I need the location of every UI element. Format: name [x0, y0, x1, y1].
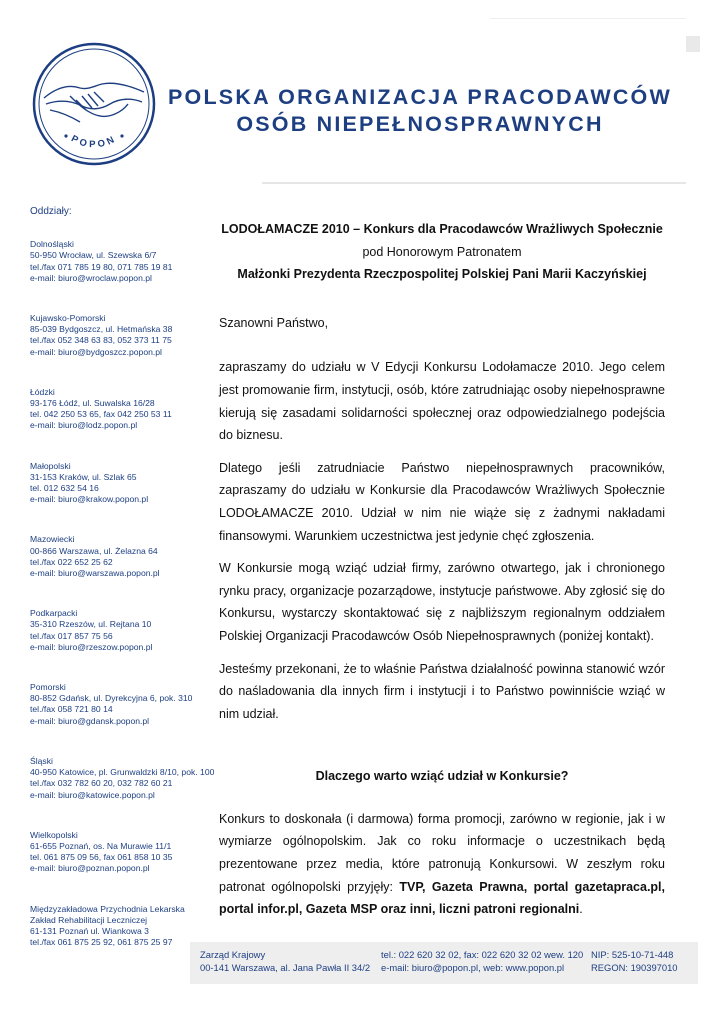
branch-email: e-mail: biuro@krakow.popon.pl	[30, 494, 149, 505]
paragraph-invitation: zapraszamy do udziału w V Edycji Konkursu Lodołamacze 2010. Jego celem jest promowanie firm, instytucji, osób, które zatrudniając osoby niepełnosprawne kierują się zasadami solidarności społecznej oraz odpowiedzialnego podejścia do biznesu.	[219, 360, 665, 443]
branch-pomorski	[30, 682, 210, 727]
branch-email: e-mail: biuro@poznan.popon.pl	[30, 863, 150, 874]
corner-tab	[686, 36, 700, 52]
section-heading-why: Dlaczego warto wziąć udział w Konkursie?	[315, 769, 569, 784]
paragraph-eligibility: W Konkursie mogą wziąć udział firmy, zarówno otwartego, jak i chronionego rynku pracy, organizacje pozarządowe, instytucje państwowe. Aby zgłosić się do Konkursu, wystarczy skontaktować się z najbliższym regionalnym oddziałem Polskiej Organizacji Pracodawców Osób Niepełnosprawnych (poniżej kontakt).	[219, 561, 665, 643]
branch-name: Dolnośląski	[30, 239, 74, 250]
branch-email: e-mail: biuro@wroclaw.popon.pl	[30, 272, 152, 283]
branch-address: 40-950 Katowice, pl. Grunwaldzki 8/10, pok. 100	[30, 767, 215, 778]
paragraph-promotion-text: Konkurs to doskonała (i darmowa) forma promocji, zarówno w regionie, jak i w wymiarze ogólnopolskim. Jak co roku informacje o uczestnikach będą prezentowane przez media, które patronują Konkursowi. W zeszłym roku patronat ogólnopolski przyjęły:	[219, 811, 665, 894]
organization-title-line2: OSÓB NIEPEŁNOSPRAWNYCH	[236, 112, 604, 136]
branch-phone: tel./fax 032 782 60 20, 032 782 60 21	[30, 778, 173, 789]
branch-address: 00-866 Warszawa, ul. Żelazna 64	[30, 545, 158, 556]
footer-headquarters	[200, 948, 370, 974]
branch-email: e-mail: biuro@lodz.popon.pl	[30, 420, 138, 431]
branch-name: Podkarpacki	[30, 608, 78, 619]
footer-hq-name: Zarząd Krajowy	[200, 949, 266, 960]
clinic-phone: tel./fax 061 875 25 92, 061 875 25 97	[30, 937, 173, 948]
branch-phone: tel. 012 632 54 16	[30, 483, 99, 494]
logo-text: POPON	[69, 133, 119, 151]
branch-wielkopolski	[30, 830, 210, 875]
footer-nip: NIP: 525-10-71-448	[591, 949, 674, 960]
clinic-address: 61-131 Poznań ul. Wiankowa 3	[30, 925, 149, 936]
branch-address: 61-655 Poznań, os. Na Murawie 11/1	[30, 840, 172, 851]
branch-email: e-mail: biuro@katowice.popon.pl	[30, 789, 155, 800]
letter-heading-title: LODOŁAMACZE 2010 – Konkurs dla Pracodawców Wrażliwych Społecznie	[221, 222, 663, 236]
branch-phone: tel./fax 017 857 75 56	[30, 630, 113, 641]
footer-registry	[591, 948, 678, 974]
branch-address: 85-039 Bydgoszcz, ul. Hetmańska 38	[30, 324, 173, 335]
branch-name: Pomorski	[30, 682, 66, 693]
branch-name: Mazowiecki	[30, 534, 75, 545]
branch-name: Śląski	[30, 755, 53, 766]
organization-title-line1: POLSKA ORGANIZACJA PRACODAWCÓW	[168, 85, 672, 109]
clinic-department: Zakład Rehabilitacji Leczniczej	[30, 914, 148, 925]
branches-sidebar	[30, 206, 215, 977]
branch-email: e-mail: biuro@gdansk.popon.pl	[30, 715, 150, 726]
clinic-info	[30, 904, 210, 949]
top-rule	[490, 18, 686, 19]
branch-phone: tel./fax 071 785 19 80, 071 785 19 81	[30, 261, 173, 272]
letter-greeting: Szanowni Państwo,	[219, 315, 329, 330]
branch-phone: tel./fax 022 652 25 62	[30, 556, 113, 567]
organization-title	[160, 84, 680, 138]
branch-dolnoslaski	[30, 239, 210, 284]
branch-name: Łódzki	[30, 386, 55, 397]
branch-name: Małopolski	[30, 460, 71, 471]
branch-malopolski	[30, 461, 210, 506]
branch-address: 50-950 Wrocław, ul. Szewska 6/7	[30, 250, 157, 261]
branch-phone: tel. 061 875 09 56, fax 061 858 10 35	[30, 852, 173, 863]
footer-regon: REGON: 190397010	[591, 962, 678, 973]
svg-text:POPON	[69, 133, 119, 150]
letter-heading-patronage: pod Honorowym Patronatem	[362, 244, 522, 259]
branch-email: e-mail: biuro@bydgoszcz.popon.pl	[30, 346, 162, 357]
header-divider	[262, 182, 686, 184]
paragraph-promotion-end: .	[579, 902, 583, 917]
clinic-name: Międzyzakładowa Przychodnia Lekarska	[30, 903, 185, 914]
branch-lodzki	[30, 387, 210, 432]
branch-phone: tel./fax 052 348 63 83, 052 373 11 75	[30, 335, 172, 346]
branch-podkarpacki	[30, 608, 210, 653]
popon-logo	[30, 40, 158, 168]
paragraph-conviction: Jesteśmy przekonani, że to właśnie Państwa działalność powinna stanowić wzór do naśladowania dla innych firm i instytucji i to Państwo powinniście wziąć w nim udział.	[219, 661, 665, 721]
branch-email: e-mail: biuro@rzeszow.popon.pl	[30, 641, 153, 652]
paragraph-participation: Dlatego jeśli zatrudniacie Państwo niepełnosprawnych pracowników, zapraszamy do udziału w Konkursie dla Pracodawców Wrażliwych Społecznie LODOŁAMACZE 2010. Udział w nim nie wiąże się z żadnymi nakładami finansowymi. Warunkiem uczestnictwa jest jedynie chęć zgłoszenia.	[219, 460, 665, 543]
letter-body	[219, 218, 665, 921]
footer-phone: tel.: 022 620 32 02, fax: 022 620 32 02 wew. 120	[381, 949, 584, 960]
branch-address: 80-852 Gdańsk, ul. Dyrekcyjna 6, pok. 310	[30, 693, 193, 704]
branch-address: 93-176 Łódź, ul. Suwalska 16/28	[30, 398, 155, 409]
branch-email: e-mail: biuro@warszawa.popon.pl	[30, 568, 160, 579]
branch-mazowiecki	[30, 534, 210, 579]
branch-name: Kujawsko-Pomorski	[30, 313, 106, 324]
branch-phone: tel. 042 250 53 65, fax 042 250 53 11	[30, 409, 172, 420]
branch-address: 35-310 Rzeszów, ul. Rejtana 10	[30, 619, 152, 630]
letter-heading-patron: Małżonki Prezydenta Rzeczpospolitej Polskiej Pani Marii Kaczyńskiej	[237, 267, 647, 282]
branch-slaski	[30, 755, 215, 801]
paragraph-promotion-patrons: TVP, Gazeta Prawna, portal gazetapraca.pl, portal infor.pl, Gazeta MSP oraz inni, liczni patroni regionalni	[219, 879, 665, 917]
footer-email-web: e-mail: biuro@popon.pl, web: www.popon.pl	[381, 962, 565, 973]
branch-name: Wielkopolski	[30, 829, 78, 840]
branch-phone: tel./fax 058 721 80 14	[30, 704, 113, 715]
footer-contact	[381, 948, 583, 974]
sidebar-title: Oddziały:	[30, 206, 72, 217]
paragraph-promotion	[219, 808, 665, 921]
branch-address: 31-153 Kraków, ul. Szlak 65	[30, 471, 137, 482]
footer-hq-address: 00-141 Warszawa, al. Jana Pawła II 34/2	[200, 962, 371, 973]
branch-kujawsko-pomorski	[30, 313, 210, 358]
handshake-icon	[44, 83, 144, 122]
